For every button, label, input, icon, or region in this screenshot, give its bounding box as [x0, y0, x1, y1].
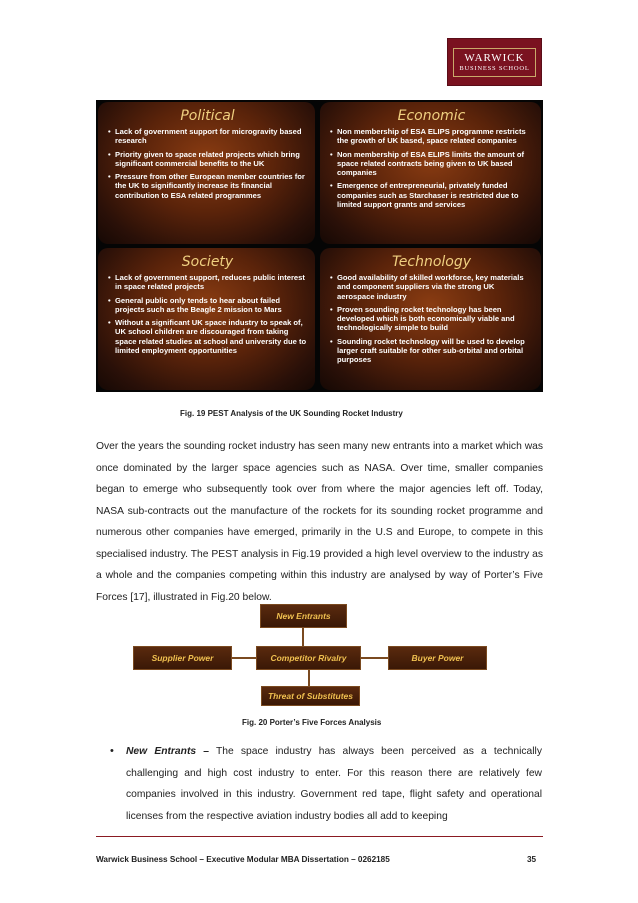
logo-subtitle: BUSINESS SCHOOL	[459, 64, 530, 72]
footer-divider	[96, 836, 543, 837]
five-forces-diagram	[133, 600, 487, 708]
body-paragraph: Over the years the sounding rocket industry has seen many new entrants into a market which was once dominated by the larger space agencies such as NASA. Over time, smaller companies began to emerge who subsequently took over from where the major agencies left off. Today, NASA sub-contracts out the manufacture of the rockets for its sounding rocket programme and numerous other companies have emerged, primarily in the U.S and Europe, to compete in this specialised industry. The PEST analysis in Fig.19 provided a high level overview to the industry as a whole and the companies competing within this industry are analysed by way of Porter’s Five Forces [17], illustrated in Fig.20 below.	[96, 441, 543, 603]
buyer-power-box: Buyer Power	[388, 646, 487, 670]
figure-19-caption: Fig. 19 PEST Analysis of the UK Sounding Rocket Industry	[180, 409, 403, 418]
list-item: • Emergence of entrepreneurial, privately funded companies such as Starchaser is restricted due to limited support grants and services	[330, 181, 533, 209]
technology-list	[330, 273, 533, 365]
bullet-body: The space industry has always been perceived as a technically challenging and high cost industry to enter. For this reason there are relatively few companies involved in this industry. Government red tape, flight safety and operational licenses from the respective aviation industry bodies all add to keeping	[126, 746, 542, 822]
new-entrants-bullet	[110, 741, 542, 827]
bullet-icon: •	[110, 745, 114, 757]
list-item: • Non membership of ESA ELIPS limits the amount of space related contracts being given to UK based companies	[330, 150, 533, 178]
pest-figure	[96, 100, 543, 392]
new-entrants-box: New Entrants	[260, 604, 347, 628]
list-item: • Pressure from other European member countries for the UK to significantly increase its financial contribution to ESA related programmes	[108, 172, 307, 200]
political-list	[108, 127, 307, 200]
footer-text: Warwick Business School – Executive Modular MBA Dissertation – 0262185	[96, 855, 390, 864]
economic-list	[330, 127, 533, 209]
economic-title: Economic	[397, 108, 466, 124]
connector-top	[302, 628, 304, 646]
society-title: Society	[181, 254, 234, 270]
pest-technology	[320, 248, 541, 390]
page-number: 35	[527, 855, 537, 864]
bullet-paragraph	[126, 741, 542, 827]
list-item: • Priority given to space related projects which bring significant commercial benefits to the UK	[108, 150, 307, 169]
connector-bottom	[308, 670, 310, 686]
pest-political	[98, 102, 315, 244]
pest-economic	[320, 102, 541, 244]
list-item: • Lack of government support, reduces public interest in space related projects	[108, 273, 307, 292]
logo-title: WARWICK	[464, 51, 525, 64]
connector-left	[232, 657, 256, 659]
figure-20-caption: Fig. 20 Porter’s Five Forces Analysis	[242, 718, 382, 727]
supplier-power-box: Supplier Power	[133, 646, 232, 670]
threat-of-substitutes-box: Threat of Substitutes	[261, 686, 360, 706]
pest-society	[98, 248, 315, 390]
list-item: • Proven sounding rocket technology has been developed which is both economically viable and technologically simple to build	[330, 305, 533, 333]
society-list	[108, 273, 307, 355]
bullet-lead: New Entrants –	[126, 746, 209, 757]
list-item: • Lack of government support for microgravity based research	[108, 127, 307, 146]
list-item: • Non membership of ESA ELIPS programme restricts the growth of UK based, space related companies	[330, 127, 533, 146]
logo-frame	[453, 48, 535, 77]
list-item: • Good availability of skilled workforce, key materials and component suppliers via the strong UK aerospace industry	[330, 273, 533, 301]
competitor-rivalry-box: Competitor Rivalry	[256, 646, 361, 670]
technology-title: Technology	[391, 254, 472, 270]
list-item: • Sounding rocket technology will be used to develop larger craft suitable for other sub-orbital and orbital purposes	[330, 337, 533, 365]
list-item: • Without a significant UK space industry to speak of, UK school children are discouraged from taking space related studies at school and university due to limited employment opportunities	[108, 318, 307, 355]
list-item: • General public only tends to hear about failed projects such as the Beagle 2 mission to Mars	[108, 296, 307, 315]
political-title: Political	[180, 108, 235, 124]
warwick-logo	[447, 38, 542, 86]
connector-right	[361, 657, 388, 659]
